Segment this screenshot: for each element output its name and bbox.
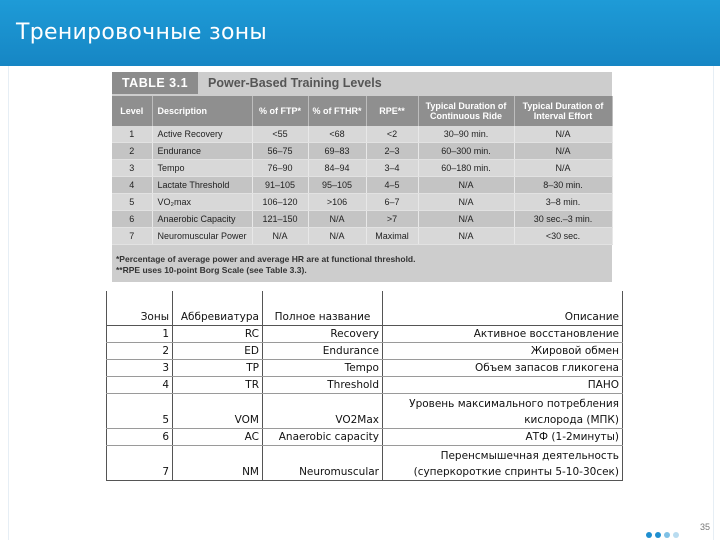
table-cell: N/A [418, 211, 514, 228]
power-levels-table [112, 96, 613, 245]
table-cell: >106 [308, 194, 366, 211]
page-number: 35 [700, 522, 711, 532]
table-badge: TABLE 3.1 [112, 72, 198, 94]
table-cell: Tempo [152, 160, 252, 177]
table-cell: 91–105 [252, 177, 308, 194]
table-cell: 56–75 [252, 143, 308, 160]
zone-description [383, 326, 623, 343]
table-cell: 84–94 [308, 160, 366, 177]
table-cell: 6 [112, 211, 152, 228]
zones-header-cell: Аббревиатура [173, 291, 263, 326]
table-cell: N/A [308, 228, 366, 245]
table-cell: N/A [418, 228, 514, 245]
table-cell: Endurance [152, 143, 252, 160]
col-header: Typical Duration of Continuous Ride [418, 96, 514, 126]
zone-number: 2 [107, 343, 173, 360]
table-row [112, 160, 612, 177]
zone-full-name: Anaerobic capacity [263, 429, 383, 446]
zone-description-line: Объем запасов гликогена [474, 362, 619, 374]
table-cell: 106–120 [252, 194, 308, 211]
zone-abbreviation: VOM [173, 394, 263, 429]
table-cell: 3–8 min. [514, 194, 612, 211]
zone-number: 4 [107, 377, 173, 394]
table-cell: <30 sec. [514, 228, 612, 245]
table-cell: 60–300 min. [418, 143, 514, 160]
table-cell: 60–180 min. [418, 160, 514, 177]
table-cell: VO₂max [152, 194, 252, 211]
zone-number: 6 [107, 429, 173, 446]
nav-dot [664, 532, 670, 538]
power-table-caption [112, 72, 612, 94]
table-cell: N/A [252, 228, 308, 245]
zone-abbreviation: RC [173, 326, 263, 343]
zone-description-line: Уровень максимального потребления [409, 398, 619, 410]
zone-full-name: Tempo [263, 360, 383, 377]
table-row [112, 194, 612, 211]
zone-description [383, 377, 623, 394]
zone-description [383, 446, 623, 481]
table-row [112, 177, 612, 194]
nav-dot [646, 532, 652, 538]
slide-nav-dots [646, 526, 682, 534]
col-header: Level [112, 96, 152, 126]
slide-title: Тренировочные зоны [16, 20, 268, 45]
zones-header-cell: Описание [383, 291, 623, 326]
zone-description-line: АТФ (1-2минуты) [525, 431, 619, 443]
table-cell: <55 [252, 126, 308, 143]
table-cell: 6–7 [366, 194, 418, 211]
col-header: Typical Duration of Interval Effort [514, 96, 612, 126]
table-cell: Maximal [366, 228, 418, 245]
table-cell: 3 [112, 160, 152, 177]
table-cell: 8–30 min. [514, 177, 612, 194]
table-cell: N/A [514, 143, 612, 160]
power-table-figure [112, 72, 612, 282]
zone-description-line: (суперкороткие спринты 5-10-30сек) [413, 466, 619, 478]
table-cell: 2 [112, 143, 152, 160]
zone-full-name: Endurance [263, 343, 383, 360]
zones-header-row [107, 291, 623, 326]
zone-number: 5 [107, 394, 173, 429]
footnote: *Percentage of average power and average HR are at functional threshold. [116, 254, 416, 264]
table-row [112, 228, 612, 245]
zone-number: 1 [107, 326, 173, 343]
col-header: % of FTHR* [308, 96, 366, 126]
zones-row [107, 343, 623, 360]
footnote: **RPE uses 10-point Borg Scale (see Table 3.3). [116, 265, 307, 275]
zone-abbreviation: TP [173, 360, 263, 377]
table-row [112, 211, 612, 228]
table-cell: N/A [514, 126, 612, 143]
zone-description-line: Перенсмышечная деятельность [440, 450, 619, 462]
table-cell: Lactate Threshold [152, 177, 252, 194]
table-cell: 30 sec.–3 min. [514, 211, 612, 228]
table-cell: 7 [112, 228, 152, 245]
table-cell: 1 [112, 126, 152, 143]
zones-row [107, 360, 623, 377]
table-cell: 3–4 [366, 160, 418, 177]
table-cell: 95–105 [308, 177, 366, 194]
zone-abbreviation: AC [173, 429, 263, 446]
zones-row [107, 446, 623, 481]
zone-description-line: ПАНО [587, 379, 619, 391]
table-cell: <68 [308, 126, 366, 143]
table-footnotes [116, 254, 606, 276]
table-cell: 76–90 [252, 160, 308, 177]
table-row [112, 143, 612, 160]
zone-abbreviation: ED [173, 343, 263, 360]
zone-description [383, 343, 623, 360]
table-cell: >7 [366, 211, 418, 228]
table-cell: N/A [418, 177, 514, 194]
table-cell: N/A [418, 194, 514, 211]
zone-number: 7 [107, 446, 173, 481]
zones-header-cell: Полное название [263, 291, 383, 326]
table-cell: 2–3 [366, 143, 418, 160]
zones-header-cell: Зоны [107, 291, 173, 326]
zone-full-name: Recovery [263, 326, 383, 343]
table-cell: 121–150 [252, 211, 308, 228]
table-cell: 69–83 [308, 143, 366, 160]
table-header-row [112, 96, 612, 126]
table-row [112, 126, 612, 143]
table-cell: 5 [112, 194, 152, 211]
zone-full-name: Threshold [263, 377, 383, 394]
zone-description-line: Активное восстановление [473, 328, 619, 340]
zone-description [383, 360, 623, 377]
zone-full-name: Neuromuscular [263, 446, 383, 481]
zones-row [107, 326, 623, 343]
table-cell: 30–90 min. [418, 126, 514, 143]
zone-full-name: VO2Max [263, 394, 383, 429]
table-cell: 4 [112, 177, 152, 194]
zone-description-line: кислорода (МПК) [524, 414, 619, 426]
table-cell: Anaerobic Capacity [152, 211, 252, 228]
table-cell: N/A [308, 211, 366, 228]
zones-row [107, 394, 623, 429]
zone-description-line: Жировой обмен [530, 345, 619, 357]
zone-number: 3 [107, 360, 173, 377]
zones-table [106, 291, 623, 481]
col-header: RPE** [366, 96, 418, 126]
zones-row [107, 429, 623, 446]
col-header: Description [152, 96, 252, 126]
table-cell: 4–5 [366, 177, 418, 194]
zones-row [107, 377, 623, 394]
table-cell: <2 [366, 126, 418, 143]
nav-dot [673, 532, 679, 538]
table-cell: Neuromuscular Power [152, 228, 252, 245]
zone-abbreviation: NM [173, 446, 263, 481]
zone-abbreviation: TR [173, 377, 263, 394]
table-cell: N/A [514, 160, 612, 177]
zone-description [383, 429, 623, 446]
nav-dot [655, 532, 661, 538]
zone-description [383, 394, 623, 429]
col-header: % of FTP* [252, 96, 308, 126]
table-title: Power-Based Training Levels [208, 76, 382, 90]
table-cell: Active Recovery [152, 126, 252, 143]
